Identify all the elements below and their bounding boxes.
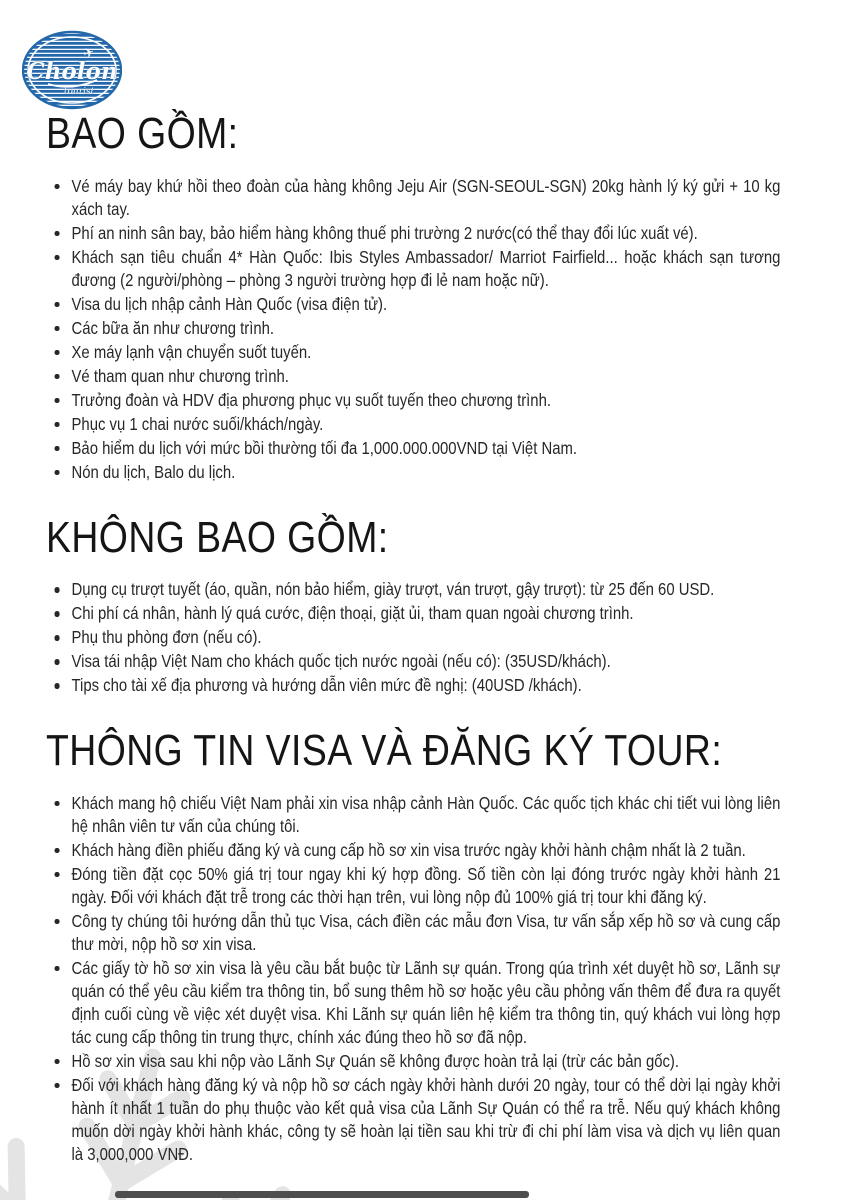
bullet-list (46, 578, 780, 697)
bullet-item: Phục vụ 1 chai nước suối/khách/ngày. (72, 413, 781, 436)
bullet-item: Chi phí cá nhân, hành lý quá cước, điện thoại, giặt ủi, tham quan ngoài chương trình. (72, 602, 781, 625)
cholon-travel-logo (22, 30, 122, 110)
section-heading: KHÔNG BAO GỒM: (46, 512, 389, 562)
bullet-item: Tips cho tài xế địa phương và hướng dẫn viên mức đề nghị: (40USD /khách). (72, 674, 781, 697)
bullet-item: Các bữa ăn như chương trình. (72, 317, 781, 340)
bullet-list (46, 792, 780, 1166)
bullet-item: Xe máy lạnh vận chuyển suốt tuyến. (72, 341, 781, 364)
bullet-item: Hồ sơ xin visa sau khi nộp vào Lãnh Sự Quán sẽ không được hoàn trả lại (trừ các bản gốc). (72, 1050, 781, 1073)
cholon-logo-graphic (22, 30, 122, 110)
document-section (46, 110, 780, 484)
bullet-item: Đối với khách hàng đăng ký và nộp hồ sơ cách ngày khởi hành dưới 20 ngày, tour có thể dời lại ngày khởi hành ít nhất 1 tuần do phụ thuộc vào kết quả visa của Lãnh Sự Quán có thể ra trễ. Nếu quý khách không muốn dời ngày khởi hành khác, công ty sẽ hoàn lại tiền sau khi trừ đi chi phí làm visa và dịch vụ liên quan là 3,000,000 VNĐ. (71, 1074, 781, 1164)
bullet-item: Các giấy tờ hồ sơ xin visa là yêu cầu bắt buộc từ Lãnh sự quán. Trong qúa trình xét duyệt hồ sơ, Lãnh sự quán có thể yêu cầu kiểm tra thông tin, bổ sung thêm hồ sơ hoặc yêu cầu phỏng vấn thêm để đưa ra quyết định cuối cùng về việc xét duyệt visa. Khi Lãnh sự quán liên hệ kiểm tra thông tin, quý khách vui lòng hợp tác cung cấp thông tin trung thực, chính xác đúng theo hồ sơ đã nộp. (71, 957, 781, 1047)
section-heading: BAO GỒM: (46, 109, 239, 158)
bullet-item: Phụ thu phòng đơn (nếu có). (72, 626, 781, 649)
airplane-icon: ✈ (81, 44, 97, 63)
document-content (46, 108, 780, 1167)
bullet-item: Đóng tiền đặt cọc 50% giá trị tour ngay khi ký hợp đồng. Số tiền còn lại đóng trước ngày khởi hành 21 ngày. Đối với khách đặt trễ trong các thời hạn trên, vui lòng nộp đủ 100% giá trị tour khi đăng ký. (71, 863, 781, 907)
bullet-item: Vé tham quan như chương trình. (72, 365, 781, 388)
bullet-item: Phí an ninh sân bay, bảo hiểm hàng không thuế phi trường 2 nước(có thể thay đổi lúc xuất vé). (72, 222, 781, 245)
section-heading: THÔNG TIN VISA VÀ ĐĂNG KÝ TOUR: (46, 726, 723, 776)
bullet-item: Bảo hiểm du lịch với mức bồi thường tối đa 1,000.000.000VND tại Việt Nam. (72, 437, 781, 460)
logo-sub-text: tourist (63, 87, 95, 97)
bullet-item: Nón du lịch, Balo du lịch. (72, 461, 781, 484)
logo-brand-text: Cholon (26, 58, 118, 85)
bullet-item: Visa du lịch nhập cảnh Hàn Quốc (visa điện tử). (72, 293, 781, 316)
bullet-list (46, 175, 780, 484)
bullet-item: Khách sạn tiêu chuẩn 4* Hàn Quốc: Ibis Styles Ambassador/ Marriot Fairfield... hoặc khách sạn tương đương (2 người/phòng – phòng 3 người trường hợp đi lẻ nam hoặc nữ). (71, 246, 781, 290)
bullet-item: Vé máy bay khứ hồi theo đoàn của hàng không Jeju Air (SGN-SEOUL-SGN) 20kg hành lý ký gửi + 10 kg xách tay. (71, 175, 781, 219)
bullet-item: Khách mang hộ chiếu Việt Nam phải xin visa nhập cảnh Hàn Quốc. Các quốc tịch khác chi tiết vui lòng liên hệ nhân viên tư vấn của chúng tôi. (71, 792, 781, 836)
bullet-item: Dụng cụ trượt tuyết (áo, quần, nón bảo hiểm, giày trượt, ván trượt, gậy trượt): từ 25 đến 60 USD. (72, 578, 781, 601)
bottom-bar (115, 1191, 529, 1198)
bullet-item: Khách hàng điền phiếu đăng ký và cung cấp hồ sơ xin visa trước ngày khởi hành chậm nhất là 2 tuần. (72, 839, 781, 862)
bullet-item: Trưởng đoàn và HDV địa phương phục vụ suốt tuyến theo chương trình. (72, 389, 781, 412)
bullet-item: Công ty chúng tôi hướng dẫn thủ tục Visa, cách điền các mẫu đơn Visa, tư vấn sắp xếp hồ sơ và cung cấp thư mời, nộp hồ sơ xin visa. (71, 910, 781, 954)
bullet-item: Visa tái nhập Việt Nam cho khách quốc tịch nước ngoài (nếu có): (35USD/khách). (72, 650, 781, 673)
document-section (46, 727, 780, 1166)
document-section (46, 514, 780, 698)
